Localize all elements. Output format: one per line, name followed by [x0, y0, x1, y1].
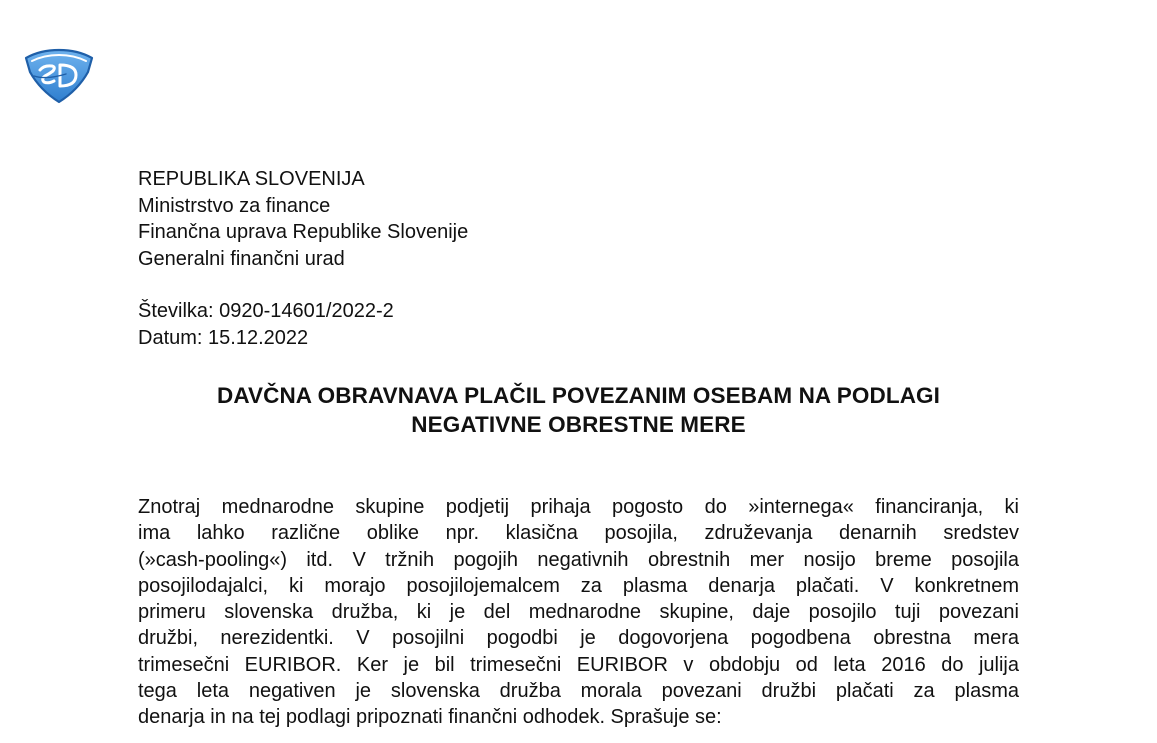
body-line: Znotraj mednarodne skupine podjetij prihaja pogosto do »internega« financiranja, ki [138, 496, 1019, 518]
body-line: tega leta negativen je slovenska družba morala povezani družbi plačati za plasma [138, 680, 1019, 703]
header-ministry: Ministrstvo za finance [138, 194, 331, 217]
body-paragraph [138, 494, 1019, 731]
body-line: denarja in na tej podlagi pripoznati finančni odhodek. Sprašuje se: [138, 706, 722, 729]
document-number [138, 298, 394, 325]
body-line: primeru slovenska družba, ki je del mednarodne skupine, daje posojilo tuji povezani [138, 601, 1019, 624]
document-reference [138, 298, 394, 352]
header-office: Generalni finančni urad [138, 247, 345, 270]
title-line-1: DAVČNA OBRAVNAVA PLAČIL POVEZANIM OSEBAM NA PODLAGI [216, 383, 941, 408]
body-line: ima lahko različne oblike npr. klasična posojila, združevanja denarnih sredstev [138, 522, 1019, 545]
document-date-value: 15.12.2022 [208, 327, 309, 349]
body-line: družbi, nerezidentki. V posojilni pogodbi je dogovorjena pogodbena obrestna mera [138, 627, 1019, 650]
header-administration: Finančna uprava Republike Slovenije [138, 221, 469, 243]
title-line-2: NEGATIVNE OBRESTNE MERE [411, 412, 746, 437]
issuer-header [138, 166, 468, 272]
document-date-label: Datum: [138, 327, 203, 349]
body-line: trimesečni EURIBOR. Ker je bil trimesečni EURIBOR v obdobju od leta 2016 do julija [138, 653, 1019, 676]
header-republic: REPUBLIKA SLOVENIJA [138, 168, 365, 190]
body-line: posojilodajalci, ki morajo posojilojemalcem za plasma denarja plačati. V konkretnem [138, 574, 1019, 597]
document-number-label: Številka: [138, 300, 214, 322]
fu-logo [22, 46, 96, 104]
document-title [138, 381, 1019, 439]
shield-logo-icon [22, 46, 96, 104]
body-line: (»cash-pooling«) itd. V tržnih pogojih negativnih obrestnih mer nosijo breme posojila [138, 548, 1019, 571]
document-number-value: 0920-14601/2022-2 [219, 300, 394, 322]
document-date [138, 325, 394, 352]
